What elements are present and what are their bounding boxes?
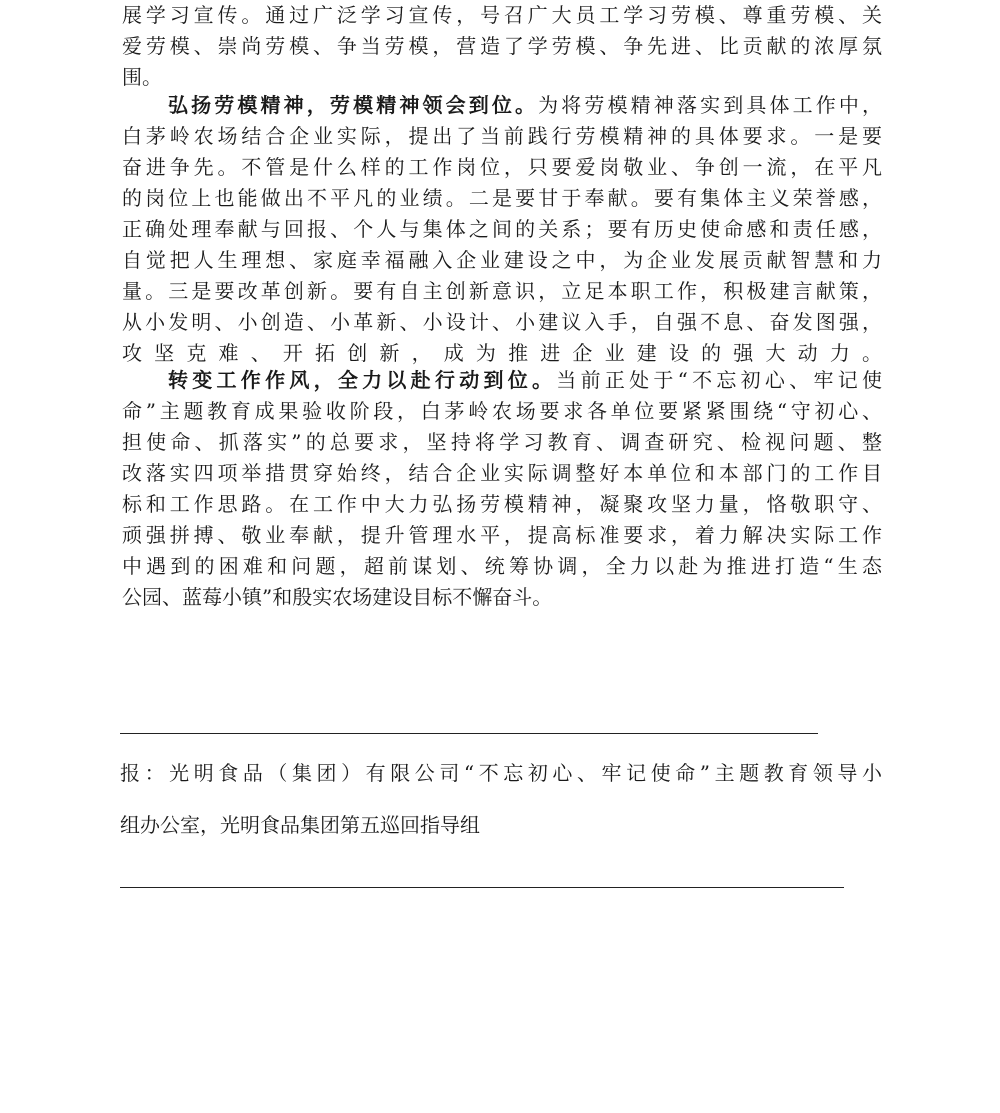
text-line: 自觉把人生理想、家庭幸福融入企业建设之中，为企业发展贡献智慧和力 [122, 248, 882, 272]
report-line: 报：光明食品（集团）有限公司“不忘初心、牢记使命”主题教育领导小 [120, 761, 882, 785]
paragraph-heading: 转变工作作风，全力以赴行动到位。 [168, 368, 557, 392]
text-line: 从小发明、小创造、小革新、小设计、小建议入手，自强不息、奋发图强， [122, 310, 882, 334]
text-line: 奋进争先。不管是什么样的工作岗位，只要爱岗敬业、争创一流，在平凡 [122, 155, 882, 179]
text-line: 中遇到的困难和问题，超前谋划、统筹协调，全力以赴为推进打造“生态 [122, 554, 882, 578]
report-line: 组办公室，光明食品集团第五巡回指导组 [120, 813, 480, 837]
text-line: 公园、蓝莓小镇”和殷实农场建设目标不懈奋斗。 [122, 585, 553, 609]
text-line: 顽强拼搏、敬业奉献，提升管理水平，提高标准要求，着力解决实际工作 [122, 523, 882, 547]
text-line: 标和工作思路。在工作中大力弘扬劳模精神，凝聚攻坚力量，恪敬职守、 [122, 492, 882, 516]
paragraph-1 [122, 0, 882, 93]
text-run: 当前正处于“不忘初心、牢记使 [556, 368, 882, 392]
divider-top [120, 733, 818, 734]
text-line: 改落实四项举措贯穿始终，结合企业实际调整好本单位和本部门的工作目 [122, 461, 882, 485]
paragraph-3 [122, 365, 882, 613]
text-line [122, 365, 882, 396]
text-line: 攻坚克难、开拓创新，成为推进企业建设的强大动力。 [122, 341, 882, 365]
text-line: 量。三是要改革创新。要有自主创新意识，立足本职工作，积极建言献策， [122, 279, 882, 303]
paragraph-heading: 弘扬劳模精神，劳模精神领会到位。 [168, 93, 539, 117]
text-line: 的岗位上也能做出不平凡的业绩。二是要甘于奉献。要有集体主义荣誉感， [122, 186, 882, 210]
report-recipients [120, 756, 882, 842]
text-line: 正确处理奉献与回报、个人与集体之间的关系；要有历史使命感和责任感， [122, 217, 882, 241]
text-line: 爱劳模、崇尚劳模、争当劳模，营造了学劳模、争先进、比贡献的浓厚氛 [122, 34, 882, 58]
text-line: 展学习宣传。通过广泛学习宣传，号召广大员工学习劳模、尊重劳模、关 [122, 3, 882, 27]
text-line [122, 90, 882, 121]
text-line: 围。 [122, 65, 162, 89]
text-line: 担使命、抓落实”的总要求，坚持将学习教育、调查研究、检视问题、整 [122, 430, 882, 454]
text-line: 命”主题教育成果验收阶段，白茅岭农场要求各单位要紧紧围绕“守初心、 [122, 399, 882, 423]
divider-bottom [120, 887, 844, 888]
text-run: 为将劳模精神落实到具体工作中， [538, 93, 882, 117]
text-line: 白茅岭农场结合企业实际，提出了当前践行劳模精神的具体要求。一是要 [122, 124, 882, 148]
paragraph-2 [122, 90, 882, 400]
